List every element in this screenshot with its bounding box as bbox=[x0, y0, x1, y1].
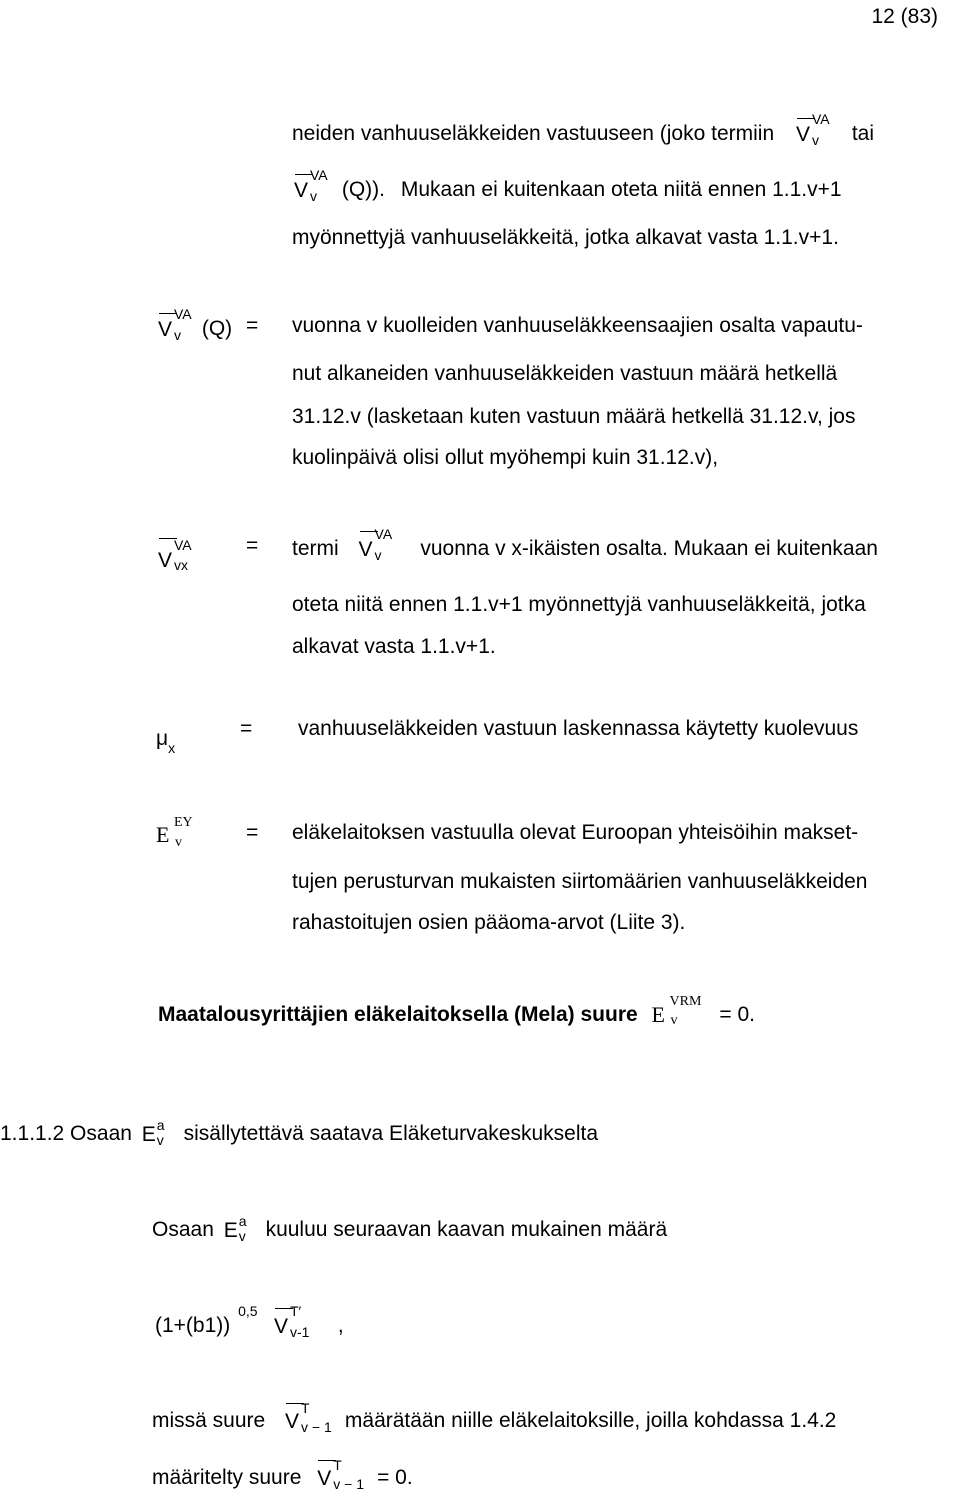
def-vx-symbol: V VA vx bbox=[158, 537, 192, 573]
symbol-v-va: V VA v bbox=[795, 111, 830, 148]
def-vx-line-1: termi V VA v vuonna v x-ikäisten osalta. Mukaan ei kuitenkaan bbox=[292, 526, 878, 563]
symbol-e-vrm: E VRM v bbox=[651, 994, 702, 1028]
def-mu-text: vanhuuseläkkeiden vastuun laskennassa käytetty kuolevuus bbox=[298, 717, 859, 740]
formula-lhs: (1+(b1)) bbox=[155, 1314, 231, 1337]
def-ey-line-3: rahastoitujen osien pääoma-arvot (Liite 3). bbox=[292, 911, 686, 934]
def-mu-eq: = bbox=[240, 717, 253, 740]
symbol-v-t: V T v − 1 bbox=[317, 1457, 364, 1492]
intro-text-2: Mukaan ei kuitenkaan oteta niitä ennen 1.1.v+1 bbox=[400, 178, 842, 201]
missa-line-1: missä suure V T v − 1 määrätään niille eläkelaitoksille, joilla kohdassa 1.4.2 bbox=[152, 1400, 837, 1435]
page-number: 12 (83) bbox=[871, 5, 938, 28]
def-vx-eq: = bbox=[246, 534, 259, 557]
symbol-v-t: V T v − 1 bbox=[285, 1400, 332, 1435]
intro-line-2 bbox=[292, 167, 842, 204]
osaan-line: Osaan E a v kuuluu seuraavan kaavan mukainen määrä bbox=[152, 1213, 668, 1244]
symbol-v-tprime: V T′ v-1 bbox=[273, 1303, 310, 1340]
section-heading: 1.1.1.2 Osaan E a v sisällytettävä saatava Eläketurvakeskukselta bbox=[0, 1117, 598, 1148]
intro-line-1 bbox=[292, 111, 875, 148]
intro-text-1: neiden vanhuuseläkkeiden vastuuseen (joko termiin bbox=[292, 122, 775, 145]
missa-line-2: määritelty suure V T v − 1 = 0. bbox=[152, 1457, 413, 1492]
def-q-line-4: kuolinpäivä olisi ollut myöhempi kuin 31.12.v), bbox=[292, 446, 719, 469]
intro-line-3: myönnettyjä vanhuuseläkkeitä, jotka alkavat vasta 1.1.v+1. bbox=[292, 226, 839, 249]
def-ey-eq: = bbox=[246, 821, 259, 844]
def-mu-symbol: $\mu_x$ bbox=[156, 727, 176, 756]
def-q-line-3: 31.12.v (lasketaan kuten vastuun määrä hetkellä 31.12.v, jos bbox=[292, 405, 856, 428]
def-ey-symbol: E EY v bbox=[156, 815, 193, 850]
def-ey-line-2: tujen perusturvan mukaisten siirtomäärien vanhuuseläkkeiden bbox=[292, 870, 868, 893]
mela-statement: Maatalousyrittäjien eläkelaitoksella (Mela) suure E VRM v = 0. bbox=[158, 994, 756, 1028]
def-ey-line-1: eläkelaitoksen vastuulla olevat Euroopan yhteisöihin makset- bbox=[292, 821, 859, 844]
symbol-e-a: E a v bbox=[141, 1117, 165, 1148]
def-q-line-2: nut alkaneiden vanhuuseläkkeiden vastuun määrä hetkellä bbox=[292, 362, 838, 385]
symbol-e-a: E a v bbox=[223, 1213, 247, 1244]
symbol-v-va: V VA v bbox=[294, 167, 328, 204]
symbol-v-va: V VA v bbox=[358, 526, 393, 563]
intro-paren: (Q)). bbox=[341, 178, 385, 201]
def-vx-line-3: alkavat vasta 1.1.v+1. bbox=[292, 635, 496, 658]
def-q-eq: = bbox=[246, 314, 259, 337]
def-q-symbol: V VA v (Q) bbox=[158, 306, 233, 343]
def-vx-line-2: oteta niitä ennen 1.1.v+1 myönnettyjä vanhuuseläkkeitä, jotka bbox=[292, 593, 866, 616]
formula: (1+(b1)) 0,5 V T′ v-1 , bbox=[155, 1303, 344, 1340]
formula-exponent: 0,5 bbox=[238, 1303, 258, 1319]
def-q-line-1: vuonna v kuolleiden vanhuuseläkkeensaajien osalta vapautu- bbox=[292, 314, 863, 337]
intro-tail: tai bbox=[851, 122, 875, 145]
